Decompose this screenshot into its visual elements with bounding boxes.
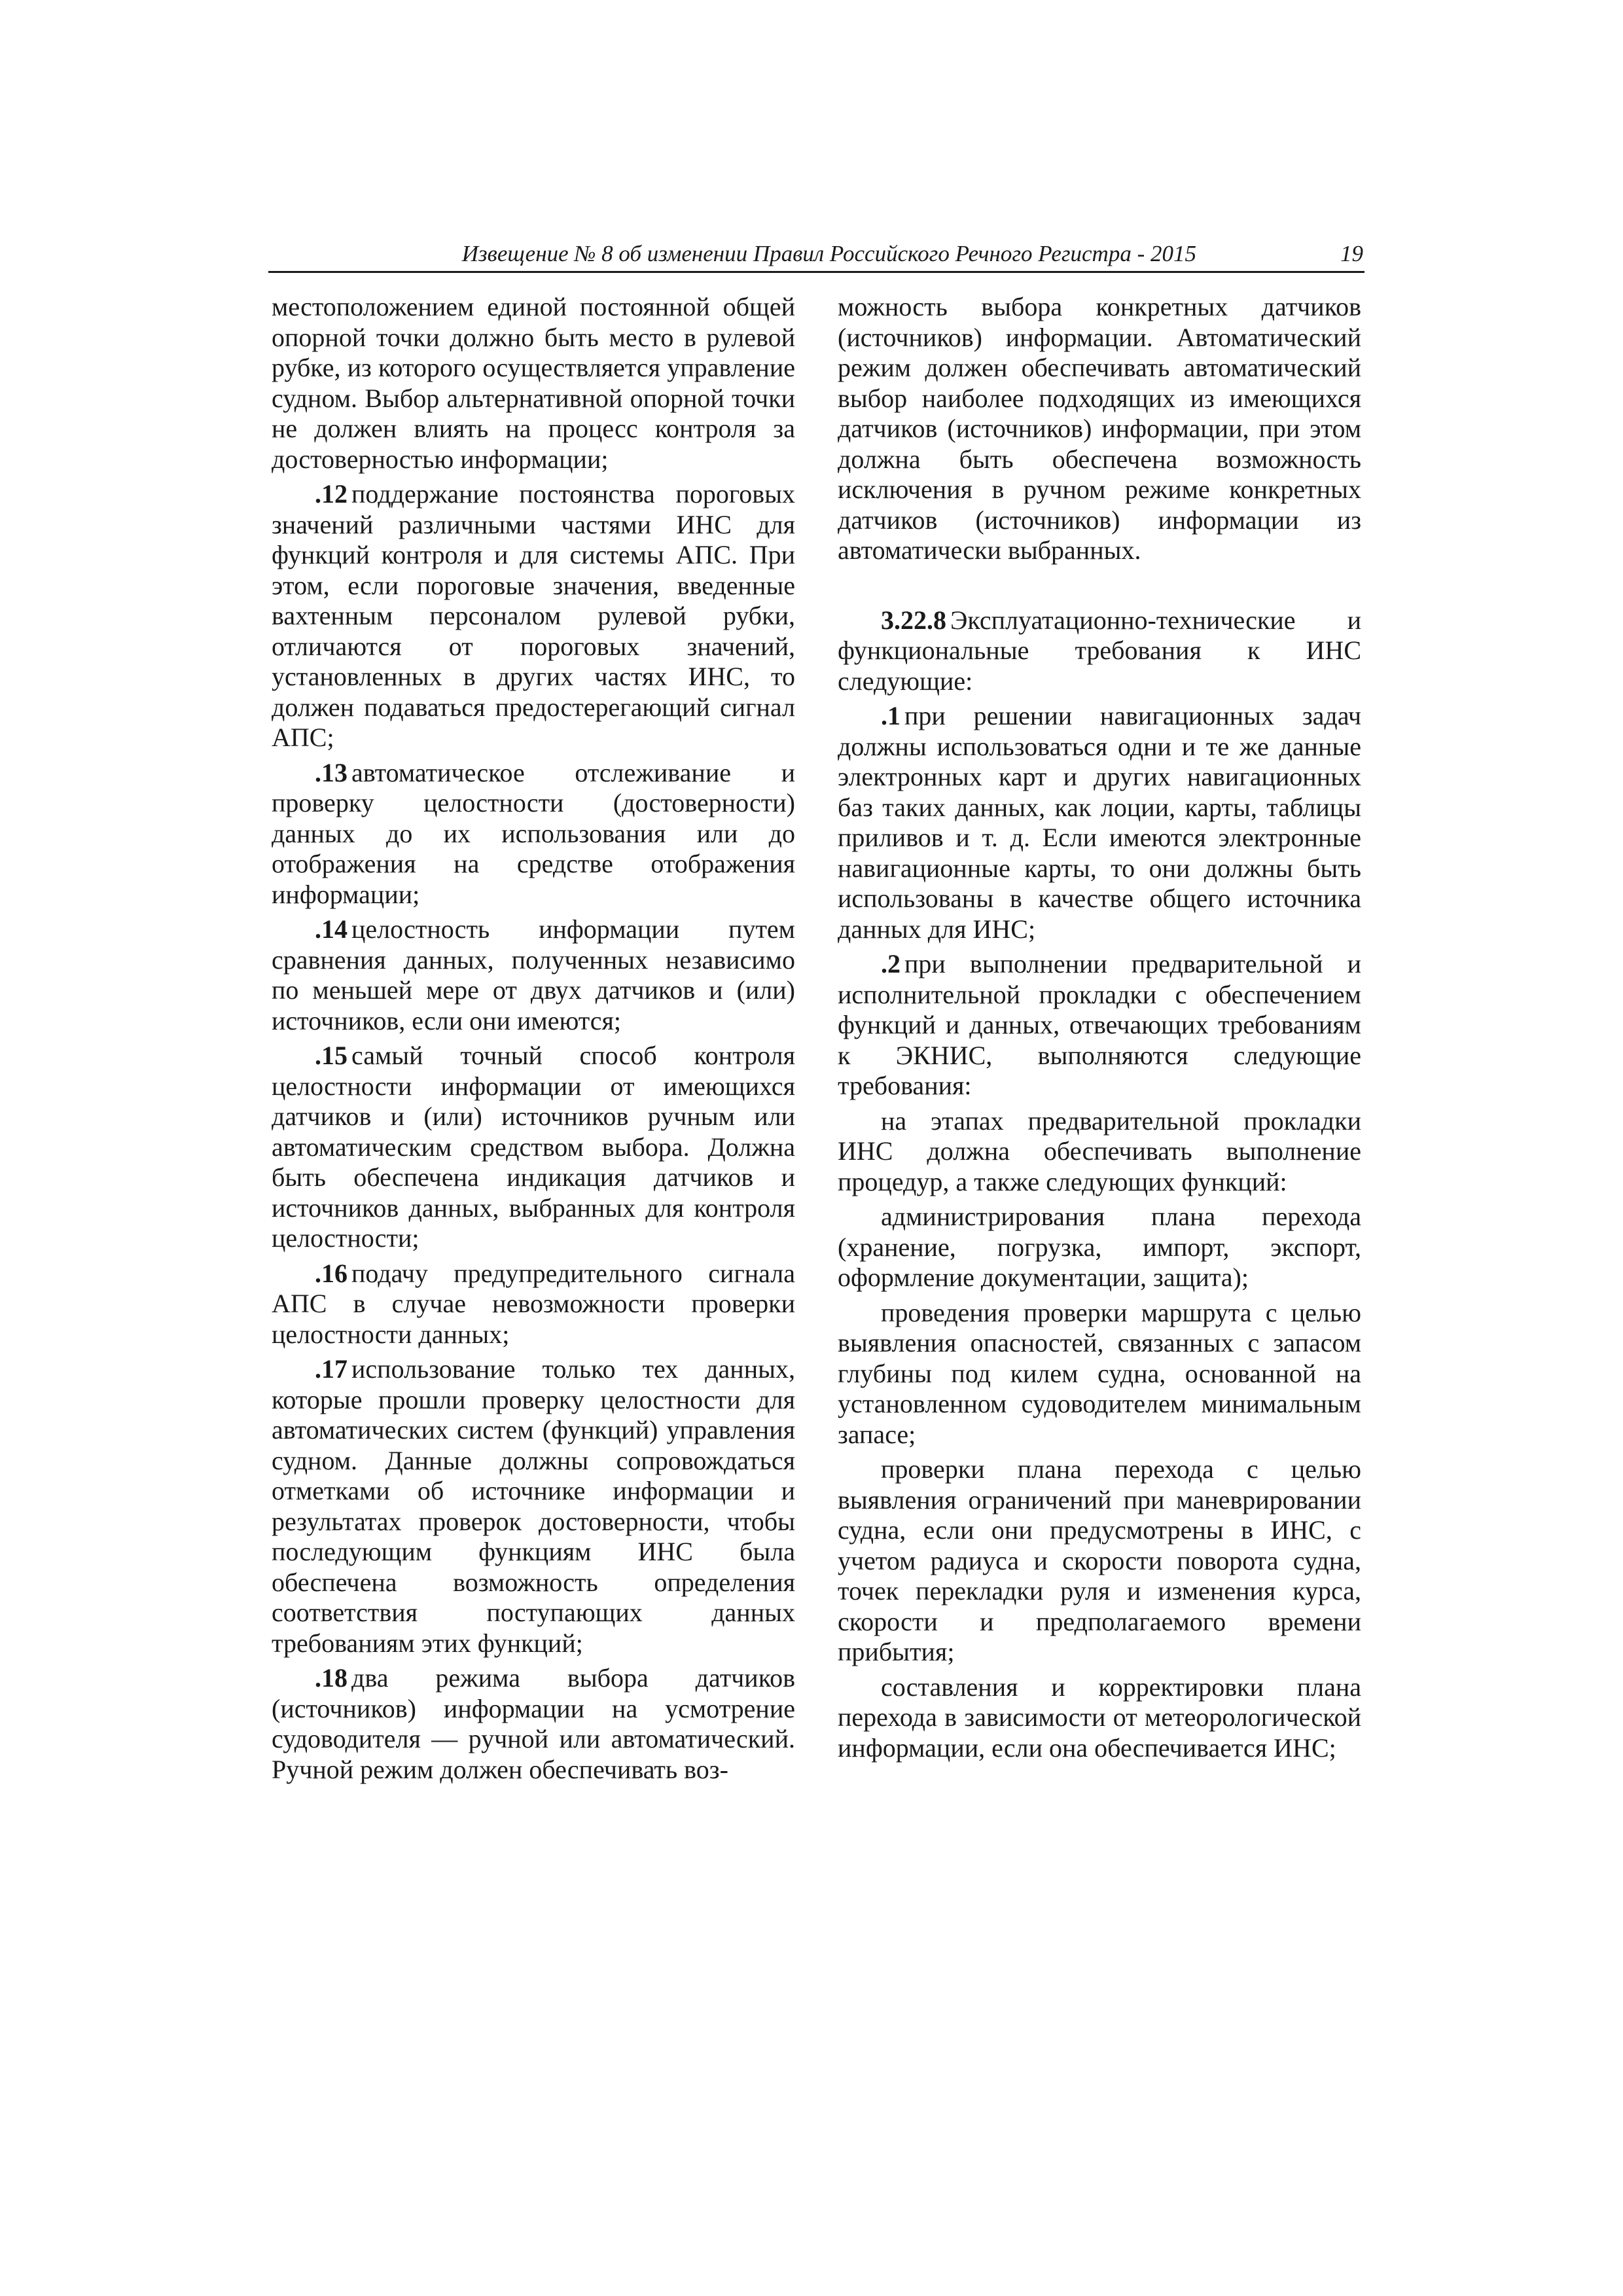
clause-number: .14 — [315, 914, 348, 944]
clause-text: при решении навигационных задач должны использоваться одни и те же данные электронных карт и других навигационных баз таких данных, как лоции, карты, таблицы приливов и т. д. Если имеются электронные навигационные карты, то они должны быть использованы в качестве общего источника данных для ИНС; — [838, 701, 1361, 944]
clause-text: при выполнении предварительной и исполнительной прокладки с обеспечением функций и данных, отвечающих требованиям к ЭКНИС, выполняются следующие требования: — [838, 949, 1361, 1100]
clause-2 — [838, 949, 1361, 1102]
clause-16 — [272, 1259, 795, 1350]
sub-item: администрирования плана перехода (хранение, погрузка, импорт, экспорт, оформление документации, защита); — [838, 1202, 1361, 1292]
paragraph-continued: можность выбора конкретных датчиков (источников) информации. Автоматический режим должен обеспечивать автоматический выбор наиболее подходящих из имеющихся датчиков (источников) информации, при этом должна быть обеспечена возможность исключения в ручном режиме конкретных датчиков (источников) информации из автоматически выбранных. — [838, 292, 1361, 565]
clause-12 — [272, 479, 795, 753]
clause-17 — [272, 1354, 795, 1659]
clause-1 — [838, 701, 1361, 944]
clause-text: два режима выбора датчиков (источников) информации на усмотрение судоводителя — ручной или автоматический. Ручной режим должен обеспечивать воз- — [272, 1663, 795, 1784]
clause-number: .12 — [315, 479, 348, 509]
clause-text: использование только тех данных, которые прошли проверку целостности для автоматических систем (функций) управления судном. Данные должны сопровождаться отметками об источнике информации и результатах проверок достоверности, чтобы последующим функциям ИНС была обеспечена возможность определения соответствия поступающих данных требованиям этих функций; — [272, 1354, 795, 1658]
sub-paragraph: на этапах предварительной прокладки ИНС должна обеспечивать выполнение процедур, а также следующих функций: — [838, 1105, 1361, 1196]
clause-13 — [272, 758, 795, 910]
paragraph-continued: местоположением единой постоянной общей опорной точки должно быть место в рулевой рубке, из которого осуществляется управление судном. Выбор альтернативной опорной точки не должен влиять на процесс контроля за достоверностью информации; — [272, 292, 795, 474]
sub-item: составления и корректировки плана перехода в зависимости от метеорологической информации, если она обеспечивается ИНС; — [838, 1672, 1361, 1763]
left-column — [272, 292, 795, 1789]
clause-text: поддержание постоянства пороговых значений различными частями ИНС для функций контроля и для системы АПС. При этом, если пороговые значения, введенные вахтенным персоналом рулевой рубки, отличаются от пороговых значений, установленных в других частях ИНС, то должен подаваться предостерегающий сигнал АПС; — [272, 479, 795, 752]
clause-text: целостность информации путем сравнения данных, полученных независимо по меньшей мере от двух датчиков и (или) источников, если они имеются; — [272, 914, 795, 1035]
clause-text: автоматическое отслеживание и проверку целостности (достоверности) данных до их использования или до отображения на средстве отображения информации; — [272, 757, 795, 909]
sub-item: проверки плана перехода с целью выявления ограничений при маневрировании судна, если они предусмотрены в ИНС, с учетом радиуса и скорости поворота судна, точек перекладки руля и изменения курса, скорости и предполагаемого времени прибытия; — [838, 1454, 1361, 1666]
clause-15 — [272, 1041, 795, 1254]
section-text: Эксплуатационно-технические и функциональные требования к ИНС следующие: — [838, 605, 1361, 696]
clause-number: .13 — [315, 757, 348, 787]
section-3-22-8 — [838, 605, 1361, 697]
clause-number: .1 — [881, 701, 901, 730]
clause-number: .18 — [315, 1663, 348, 1693]
section-number: 3.22.8 — [881, 605, 946, 635]
clause-number: .17 — [315, 1354, 348, 1384]
page-header — [268, 241, 1364, 273]
clause-number: .16 — [315, 1258, 348, 1288]
running-title: Извещение № 8 об изменении Правил Российского Речного Регистра - 2015 — [461, 241, 1196, 266]
clause-14 — [272, 914, 795, 1036]
right-column — [838, 292, 1361, 1768]
clause-number: .15 — [315, 1041, 348, 1070]
clause-number: .2 — [881, 949, 901, 978]
clause-18 — [272, 1663, 795, 1785]
clause-text: самый точный способ контроля целостности информации от имеющихся датчиков и (или) источников ручным или автоматическим средством выбора. Должна быть обеспечена индикация датчиков и источников данных, выбранных для контроля целостности; — [272, 1041, 795, 1253]
sub-item: проведения проверки маршрута с целью выявления опасностей, связанных с запасом глубины под килем судна, основанной на установленном судоводителем минимальным запасе; — [838, 1297, 1361, 1449]
page-number: 19 — [1340, 241, 1363, 266]
clause-text: подачу предупредительного сигнала АПС в случае невозможности проверки целостности данных; — [272, 1258, 795, 1349]
